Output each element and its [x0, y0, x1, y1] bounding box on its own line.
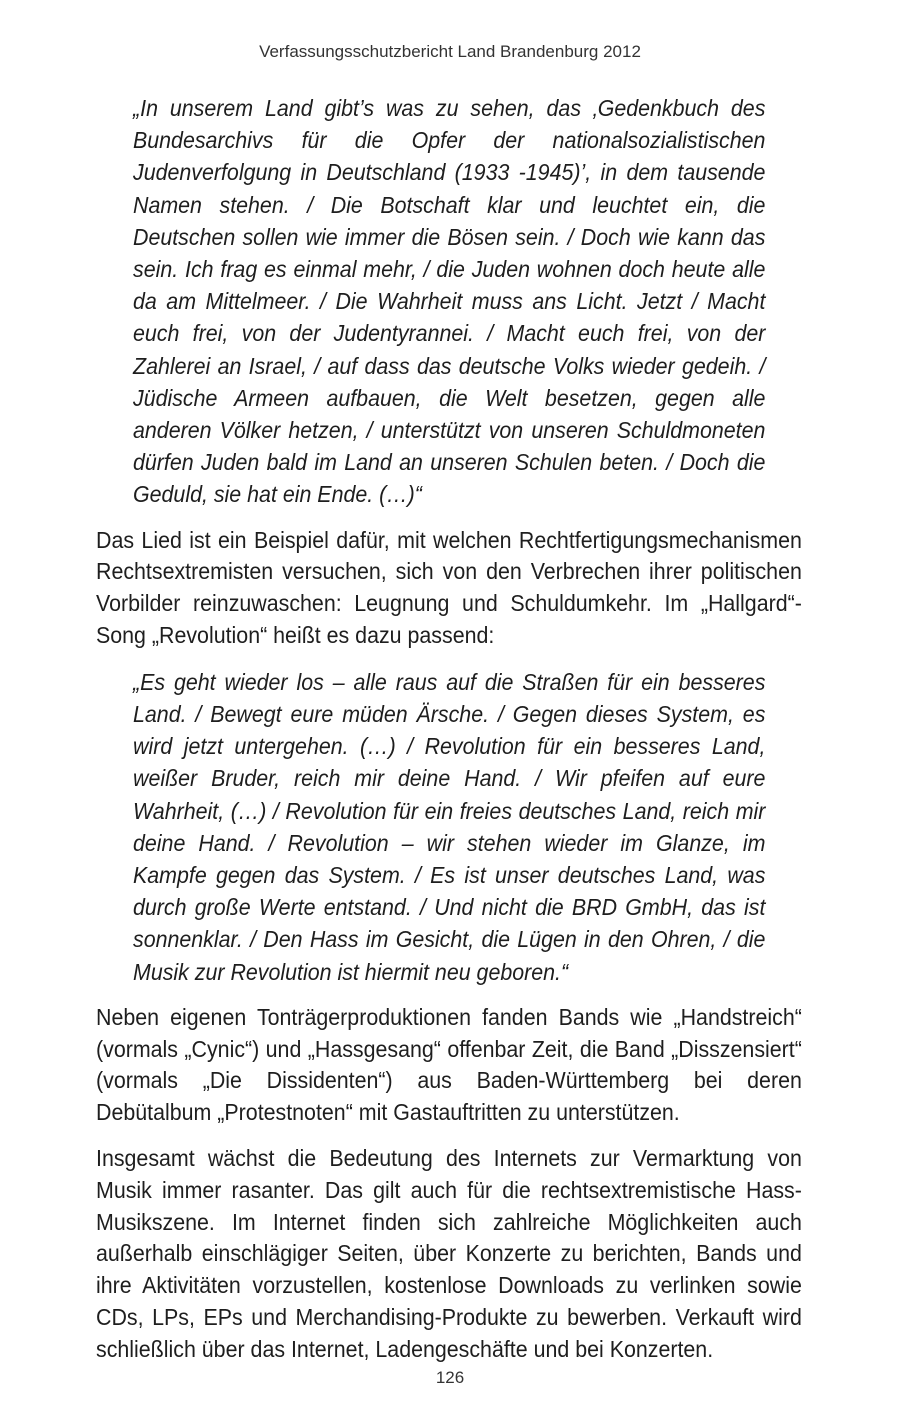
paragraph-3: [96, 1143, 802, 1366]
paragraph-2: [96, 1002, 802, 1129]
paragraph-2-text: Neben eigenen Tonträgerproduktionen fanden Bands wie „Handstreich“ (vormals „Cynic“) und „Hassgesang“ offenbar Zeit, die Band „Disszensiert“ (vormals „Die Dissidenten“) aus Baden-Württemberg bei deren Debütalbum „Protestnoten“ mit Gastauftritten zu unterstützen.: [96, 1003, 802, 1126]
page-content: [96, 92, 802, 1380]
quote-2-text: „Es geht wieder los – alle raus auf die Straßen für ein besseres Land. / Bewegt eure müden Ärsche. / Gegen dieses System, es wird jetzt untergehen. (…) / Revolution für ein besseres Land, weißer Bruder, reich mir deine Hand. / Wir pfeifen auf eure Wahrheit, (…) / Revolution für ein freies deutsches Land, reich mir deine Hand. / Revolution – wir stehen wieder im Glanze, im Kampfe gegen das System. / Es ist unser deutsches Land, was durch große Werte entstand. / Und nicht die BRD GmbH, das ist sonnenklar. / Den Hass im Gesicht, die Lügen in den Ohren, / die Musik zur Revolution ist hiermit neu geboren.“: [133, 668, 766, 985]
paragraph-1: [96, 525, 802, 652]
block-quote-2: [133, 666, 765, 988]
paragraph-1-text: Das Lied ist ein Beispiel dafür, mit welchen Rechtfertigungsmechanismen Rechtsextremisten versuchen, sich von den Verbrechen ihrer politischen Vorbilder reinzuwaschen: Leugnung und Schuldumkehr. Im „Hallgard“-Song „Revolution“ heißt es dazu passend:: [96, 526, 802, 649]
running-header: Verfassungsschutzbericht Land Brandenburg 2012: [259, 42, 641, 61]
page-number: 126: [435, 1368, 465, 1387]
block-quote-1: [133, 92, 765, 511]
quote-1-text: „In unserem Land gibt’s was zu sehen, das ‚Gedenkbuch des Bundesarchivs für die Opfer der nationalsozialistischen Judenverfolgung in Deutschland (1933 -1945)’, in dem tausende Namen stehen. / Die Botschaft klar und leuchtet ein, die Deutschen sollen wie immer die Bösen sein. / Doch wie kann das sein. Ich frag es einmal mehr, / die Juden wohnen doch heute alle da am Mittelmeer. / Die Wahrheit muss ans Licht. Jetzt / Macht euch frei, von der Judentyrannei. / Macht euch frei, von der Zahlerei an Israel, / auf dass das deutsche Volks wieder gedeih. / Jüdische Armeen aufbauen, die Welt besetzen, gegen alle anderen Völker hetzen, / unterstützt von unseren Schuldmoneten dürfen Juden bald im Land an unseren Schulen beten. / Doch die Geduld, sie hat ein Ende. (…)“: [133, 95, 766, 508]
paragraph-3-text: Insgesamt wächst die Bedeutung des Internets zur Vermarktung von Musik immer rasanter. Das gilt auch für die rechtsextremistische Hass-Musikszene. Im Internet finden sich zahlreiche Möglichkeiten auch außerhalb einschlägiger Seiten, über Konzerte zu berichten, Bands und ihre Aktivitäten vorzustellen, kostenlose Downloads zu verlinken sowie CDs, LPs, EPs und Merchandising-Produkte zu bewerben. Verkauft wird schließlich über das Internet, Ladengeschäfte und bei Konzerten.: [96, 1145, 802, 1362]
